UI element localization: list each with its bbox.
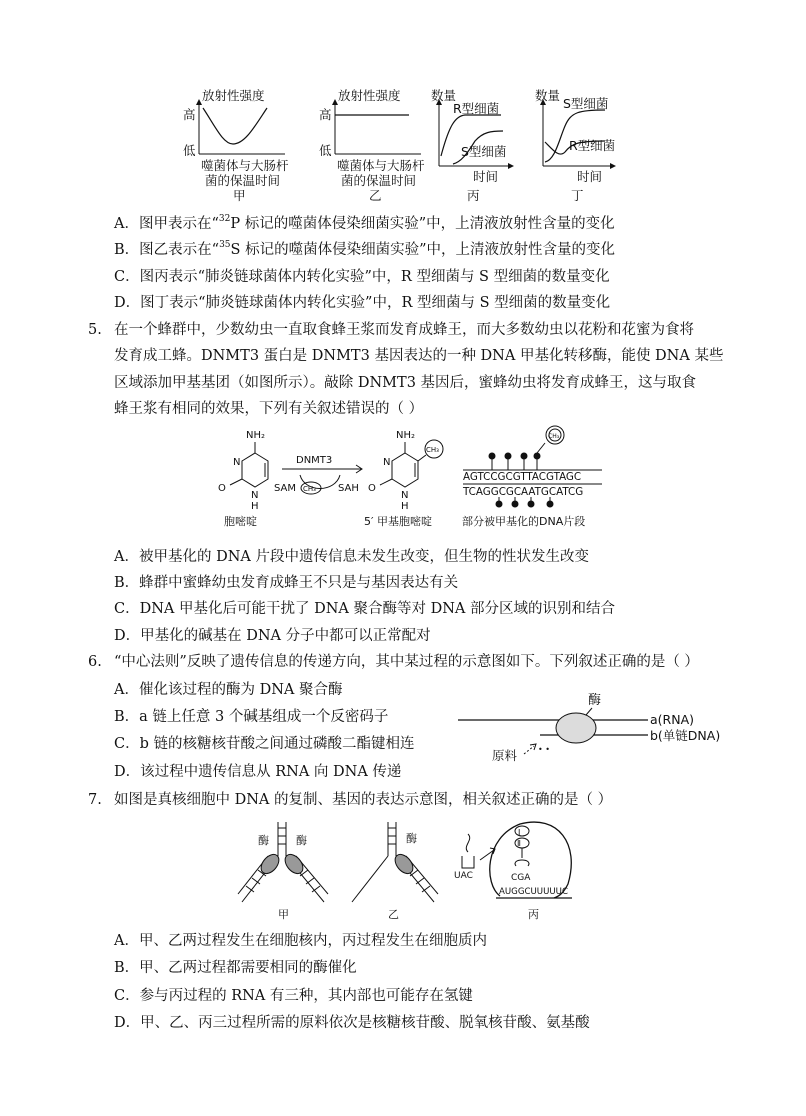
svg-text:• •: • • — [538, 745, 550, 754]
graph-jia-ylabel: 放射性强度 — [202, 88, 265, 103]
cyto-h: H — [251, 501, 259, 512]
graph-yi-name: 乙 — [369, 188, 382, 203]
graph-jia-name: 甲 — [233, 188, 246, 203]
cytosine-structure — [218, 430, 268, 528]
q5-option-d[interactable]: D．甲基化的碱基在 DNA 分子中都可以正常配对 — [114, 628, 431, 644]
q6-a-label: a(RNA) — [650, 712, 695, 727]
enzyme-shape — [556, 713, 596, 743]
q4-option-a-post: P 标记的噬菌体侵染细菌实验”中，上清液放射性含量的变化 — [230, 216, 615, 232]
graph-yi-xlabel1: 噬菌体与大肠杆 — [337, 158, 425, 173]
graph-yi-xlabel2: 菌的保温时间 — [341, 173, 417, 188]
q4-option-a-sup: 32 — [218, 214, 231, 224]
methylcytosine-structure — [364, 430, 443, 528]
sah-label: SAH — [338, 483, 359, 494]
q4-option-d[interactable]: D．图丁表示“肺炎链球菌体内转化实验”中，R 型细菌与 S 型细菌的数量变化 — [114, 295, 611, 311]
mrna-label: AUGGCUUUUUC — [499, 887, 568, 897]
q6-b-label: b(单链DNA) — [650, 728, 721, 743]
q7-number: 7. — [88, 792, 102, 808]
q7-option-a[interactable]: A．甲、乙两过程发生在细胞核内，丙过程发生在细胞质内 — [114, 933, 487, 949]
graph-jia-xlabel2: 菌的保温时间 — [205, 173, 281, 188]
q4-option-a[interactable] — [114, 214, 615, 234]
mc-n1: N — [401, 490, 409, 501]
mc-n3: N — [383, 457, 391, 468]
frag-ch3: CH₃ — [548, 433, 560, 440]
process-yi — [352, 822, 438, 921]
q6-option-d[interactable]: D．该过程中遗传信息从 RNA 向 DNA 传递 — [114, 764, 402, 780]
q5-stem-3: 区域添加甲基基团（如图所示）。敲除 DNMT3 基因后，蜜蜂幼虫将发育成蜂王，这与取食 — [114, 375, 697, 391]
mc-ch3: CH₃ — [426, 446, 439, 454]
q4-option-b-sup: 35 — [219, 240, 231, 250]
yi-label: 乙 — [388, 908, 399, 921]
sam-label: SAM — [274, 483, 297, 494]
graph-yi-high: 高 — [319, 107, 332, 122]
graph-ding-ylabel: 数量 — [535, 88, 561, 103]
q5-number: 5. — [88, 322, 102, 338]
graph-ding-s-curve — [545, 110, 605, 162]
q6-material-label: 原料 — [492, 748, 518, 763]
strand-bottom: TCAGGCGCAATGCATCG — [463, 486, 584, 498]
roman-2: Ⅱ — [517, 839, 521, 848]
q4-option-b-pre: B．图乙表示在“ — [114, 242, 220, 258]
graph-ding — [535, 88, 615, 203]
q7-figure — [228, 814, 588, 926]
jia-label: 甲 — [278, 908, 289, 921]
graph-ding-s-label: S型细菌 — [563, 96, 609, 111]
q5-stem-4: 蜂王浆有相同的效果，下列有关叙述错误的（ ） — [114, 401, 424, 417]
cyto-o: O — [218, 483, 226, 494]
q5-stem-1: 在一个蜂群中，少数幼虫一直取食蜂王浆而发育成蜂王，而大多数幼虫以花粉和花蜜为食将 — [114, 322, 694, 338]
graph-bing — [431, 88, 511, 203]
graph-ding-xlabel: 时间 — [577, 169, 603, 184]
graph-bing-r-label: R型细菌 — [453, 101, 500, 116]
graph-jia-curve — [203, 108, 267, 144]
cyto-nh2: NH₂ — [246, 430, 266, 441]
q6-figure — [458, 690, 738, 770]
jia-enzyme-right: 酶 — [296, 834, 307, 847]
graph-jia — [183, 88, 289, 203]
graph-yi — [319, 88, 425, 203]
q7-option-c[interactable]: C．参与丙过程的 RNA 有三种，其内部也可能存在氢键 — [114, 988, 473, 1004]
q6-option-b[interactable]: B．a 链上任意 3 个碱基组成一个反密码子 — [114, 709, 389, 725]
uac-label: UAC — [454, 871, 473, 881]
q6-option-a[interactable]: A．催化该过程的酶为 DNA 聚合酶 — [114, 682, 343, 698]
graph-yi-low: 低 — [319, 143, 332, 158]
roman-1: Ⅰ — [518, 828, 521, 837]
process-bing — [454, 822, 572, 921]
q5-option-c[interactable]: C．DNA 甲基化后可能干扰了 DNA 聚合酶等对 DNA 部分区域的识别和结合 — [114, 601, 615, 617]
q7-stem: 如图是真核细胞中 DNA 的复制、基因的表达示意图，相关叙述正确的是（ ） — [114, 792, 613, 808]
q6-stem: “中心法则”反映了遗传信息的传递方向，其中某过程的示意图如下。下列叙述正确的是（ ） — [114, 654, 699, 670]
q4-option-a-pre: A．图甲表示在“ — [114, 216, 219, 232]
cga-label: CGA — [511, 873, 531, 883]
q6-number: 6. — [88, 654, 102, 670]
mc-o: O — [368, 483, 376, 494]
graph-bing-s-label: S型细菌 — [461, 144, 507, 159]
q5-stem-2: 发育成工蜂。DNMT3 蛋白是 DNMT3 基因表达的一种 DNA 甲基化转移酶，能使 DNA 某些 — [114, 348, 724, 364]
mc-nh2: NH₂ — [396, 430, 416, 441]
methylation-arrow — [274, 455, 362, 494]
q7-option-b[interactable]: B．甲、乙两过程都需要相同的酶催化 — [114, 960, 357, 976]
jia-enzyme-left: 酶 — [258, 834, 269, 847]
q6-enzyme-label: 酶 — [588, 693, 602, 708]
methylcytosine-label: 5′ 甲基胞嘧啶 — [364, 515, 432, 528]
yi-enzyme: 酶 — [406, 832, 417, 845]
graph-ding-r-label: R型细菌 — [569, 138, 616, 153]
graph-ding-name: 丁 — [571, 188, 584, 203]
bing-label: 丙 — [528, 908, 539, 921]
sam-ch3: CH₃ — [303, 485, 316, 493]
q5-figure — [210, 425, 610, 535]
cyto-n1: N — [251, 490, 259, 501]
q4-option-b[interactable] — [114, 240, 615, 260]
graph-bing-ylabel: 数量 — [431, 88, 457, 103]
graph-bing-name: 丙 — [467, 188, 480, 203]
fragment-label: 部分被甲基化的DNA片段 — [462, 515, 586, 528]
graph-jia-high: 高 — [183, 107, 196, 122]
graph-jia-xlabel1: 噬菌体与大肠杆 — [201, 158, 289, 173]
enzyme-dnmt3: DNMT3 — [296, 455, 333, 466]
dna-fragment — [462, 426, 602, 528]
q5-option-b[interactable]: B．蜂群中蜜蜂幼虫发育成蜂王不只是与基因表达有关 — [114, 575, 459, 591]
cytosine-label: 胞嘧啶 — [224, 515, 257, 528]
cyto-n3: N — [233, 457, 241, 468]
q4-figure — [175, 86, 635, 206]
q4-option-b-post: S 标记的噬菌体侵染细菌实验”中，上清液放射性含量的变化 — [230, 242, 615, 258]
mc-h: H — [401, 501, 409, 512]
q5-option-a[interactable]: A．被甲基化的 DNA 片段中遗传信息未发生改变，但生物的性状发生改变 — [114, 549, 589, 565]
strand-top: AGTCCGCGTTACGTAGC — [463, 471, 582, 483]
process-jia — [238, 822, 328, 921]
q4-option-c[interactable]: C．图丙表示“肺炎链球菌体内转化实验”中，R 型细菌与 S 型细菌的数量变化 — [114, 269, 610, 285]
q6-option-c[interactable]: C．b 链的核糖核苷酸之间通过磷酸二酯键相连 — [114, 736, 415, 752]
q7-option-d[interactable]: D．甲、乙、丙三过程所需的原料依次是核糖核苷酸、脱氧核苷酸、氨基酸 — [114, 1015, 590, 1031]
graph-bing-xlabel: 时间 — [473, 169, 499, 184]
graph-yi-ylabel: 放射性强度 — [338, 88, 401, 103]
graph-jia-low: 低 — [183, 143, 196, 158]
